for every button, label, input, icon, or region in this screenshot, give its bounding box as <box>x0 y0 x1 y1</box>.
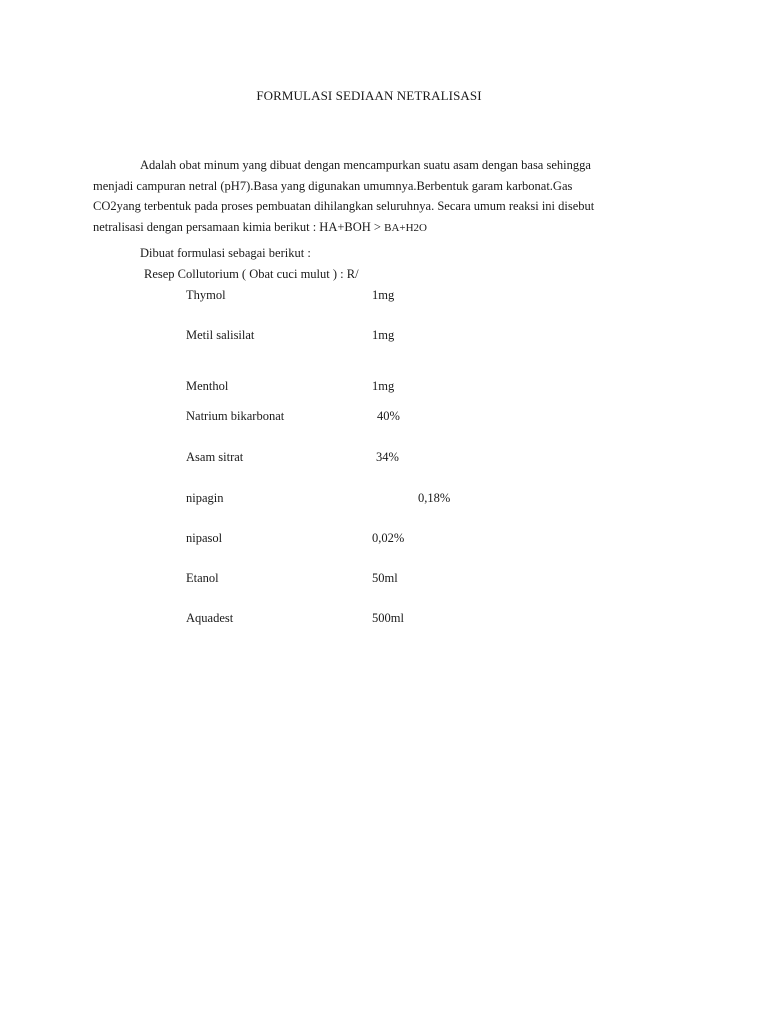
ingredient-name: Asam sitrat <box>186 450 244 464</box>
ingredient-name: Aquadest <box>186 611 234 625</box>
ingredient-name: Etanol <box>186 571 219 585</box>
recipe-heading: Resep Collutorium ( Obat cuci mulut ) : R/ <box>144 267 359 281</box>
ingredient-amount: 0,18% <box>418 491 451 505</box>
intro-paragraph <box>93 155 683 238</box>
document-title: FORMULASI SEDIAAN NETRALISASI <box>256 88 482 103</box>
ingredient-name: Natrium bikarbonat <box>186 409 285 423</box>
paragraph-line: Adalah obat minum yang dibuat dengan mencampurkan suatu asam dengan basa sehingga <box>140 158 591 172</box>
ingredient-name: Metil salisilat <box>186 328 255 342</box>
reaction-formula-tail: BA+H2O <box>384 221 427 234</box>
ingredient-amount: 0,02% <box>372 531 405 545</box>
ingredient-amount: 500ml <box>372 611 404 625</box>
ingredient-amount: 50ml <box>372 571 398 585</box>
paragraph-line: CO2yang terbentuk pada proses pembuatan dihilangkan seluruhnya. Secara umum reaksi ini disebut <box>93 199 595 213</box>
ingredient-amount: 40% <box>377 409 400 423</box>
ingredient-name: Menthol <box>186 379 229 393</box>
ingredient-name: nipagin <box>186 491 224 505</box>
paragraph-line-last <box>93 217 683 239</box>
ingredient-amount: 34% <box>376 450 399 464</box>
ingredient-amount: 1mg <box>372 379 395 393</box>
ingredient-name: Thymol <box>186 288 226 302</box>
formulation-intro: Dibuat formulasi sebagai berikut : <box>140 246 311 260</box>
ingredient-amount: 1mg <box>372 328 395 342</box>
ingredient-amount: 1mg <box>372 288 395 302</box>
paragraph-line: menjadi campuran netral (pH7).Basa yang digunakan umumnya.Berbentuk garam karbonat.Gas <box>93 178 573 193</box>
paragraph-line-text: netralisasi dengan persamaan kimia berikut : HA+BOH > <box>93 219 385 234</box>
ingredient-name: nipasol <box>186 531 223 545</box>
